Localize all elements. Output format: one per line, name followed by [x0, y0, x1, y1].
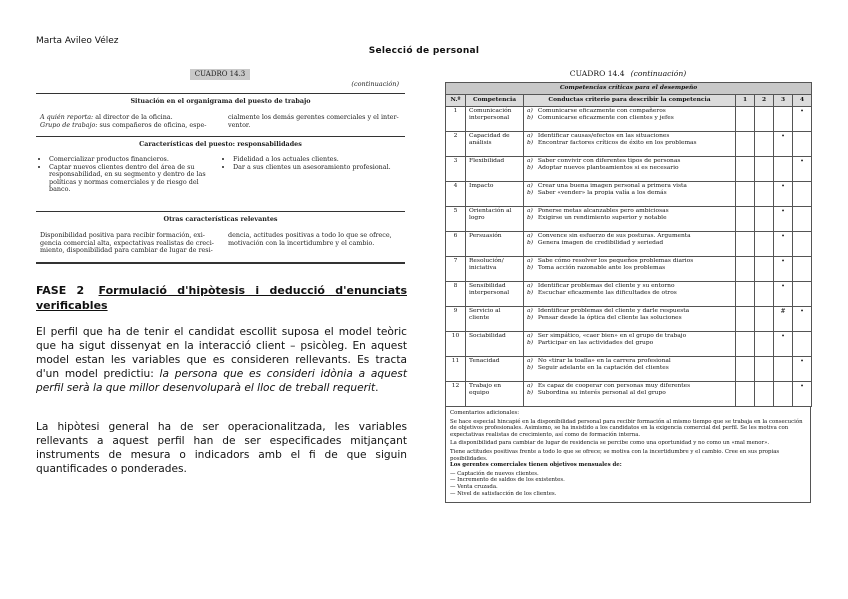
notes-paragraph: Se hace especial hincapié en la disponibilidad personal para recibir formación al mismo tiempo que se trabaja en la consecución de objetivos profesionales. Asimismo, se ha insistido a los candidatos en la exigencia comercial del perfil. Se les motiva con expectativas realistas de crecimiento, así como de formación interna. [450, 418, 803, 438]
mark-4 [793, 132, 812, 157]
conducta-b-text: Comunicarse eficazmente con clientes y jefes [537, 115, 674, 121]
mark-4: • [793, 357, 812, 382]
mark-2 [755, 332, 774, 357]
row-conductas [524, 232, 736, 257]
row-conductas [524, 257, 736, 282]
conducta-letter: b) [527, 240, 534, 246]
section-responsabilidades-right [224, 156, 404, 171]
cuadro-14-4-label: CUADRO 14.4 [569, 69, 625, 78]
competencia-row [446, 107, 812, 132]
document-title: Selecció de personal [368, 46, 480, 56]
competencia-row [446, 232, 812, 257]
cuadro-14-3-image [36, 66, 405, 266]
competencia-row [446, 332, 812, 357]
row-number: 11 [446, 357, 466, 382]
otras-left-line: miento, disponibilidad para cambiar de lugar de resi- [40, 246, 213, 255]
row-number: 10 [446, 332, 466, 357]
mark-3 [774, 157, 793, 182]
conducta-letter: b) [527, 115, 534, 121]
conducta-b-text: Encontrar factores críticos de éxito en los problemas [537, 140, 697, 146]
row-competencia: Flexibilidad [466, 157, 524, 182]
conducta-letter: a) [527, 208, 533, 214]
notes-list [450, 471, 806, 497]
competencias-band: Competencias críticas para el desempeño [446, 83, 812, 95]
conducta-letter: b) [527, 265, 534, 271]
notes-item: — Captación de nuevos clientes. [450, 471, 806, 478]
mark-4 [793, 257, 812, 282]
comentarios-adicionales [445, 407, 811, 503]
cuadro-14-3-label: CUADRO 14.3 [190, 69, 250, 80]
row-competencia: Sensibilidad interpersonal [466, 282, 524, 307]
responsabilidad-item: • Captar nuevos clientes dentro del área de su responsabilidad, en su segmento y dentro de las políticas y normas comerciales y de riesgo del banco. [49, 164, 220, 194]
fase-title: Formulació d'hipòtesis i deducció d'enunciats verificables [36, 284, 407, 312]
author-name: Marta Avileo Vélez [36, 36, 119, 46]
conducta-a-text: Sabe cómo resolver los pequeños problemas diarios [537, 258, 694, 264]
row-conductas [524, 382, 736, 407]
row-number: 3 [446, 157, 466, 182]
mark-3: • [774, 257, 793, 282]
conducta-a-text: Es capaz de cooperar con personas muy diferentes [537, 383, 691, 389]
divider [36, 136, 405, 137]
conducta-letter: b) [527, 215, 534, 221]
notes-paragraph: La disponibilidad para cambiar de lugar de residencia se percibe como una oportunidad y no como un «mal menor». [450, 440, 770, 447]
grupo-label: Grupo de trabajo: [40, 120, 98, 129]
conducta-letter: b) [527, 290, 534, 296]
competencias-body [446, 107, 812, 407]
reporta-label: A quién reporta: [40, 113, 94, 121]
organigrama-right-line: ventor. [228, 120, 251, 129]
row-competencia: Resolución/ iniciativa [466, 257, 524, 282]
notes-item: — Incremento de saldos de los existentes. [450, 477, 806, 484]
row-competencia: Comunicación interpersonal [466, 107, 524, 132]
mark-2 [755, 257, 774, 282]
grupo-text: sus compañeros de oficina, espe- [97, 120, 207, 129]
otras-right-line: motivación con la incertidumbre y el cambio. [228, 238, 375, 247]
mark-3: • [774, 132, 793, 157]
conducta-a [527, 208, 732, 215]
mark-2 [755, 382, 774, 407]
organigrama-right-line: cialmente los demás gerentes comerciales y el inter- [228, 113, 399, 121]
responsabilidad-item: • Comercializar productos financieros. [49, 156, 220, 164]
paragraph-model-end: . [375, 382, 379, 394]
conducta-b [527, 340, 732, 347]
conducta-b [527, 140, 732, 147]
row-conductas [524, 357, 736, 382]
otras-left-line: Disponibilidad positiva para recibir formación, exi- [40, 231, 205, 239]
mark-1 [736, 157, 755, 182]
grupo-line [40, 122, 226, 130]
cuadro-14-3-header [36, 66, 405, 94]
row-number: 1 [446, 107, 466, 132]
mark-4 [793, 332, 812, 357]
row-competencia: Orientación al logro [466, 207, 524, 232]
notes-heading: Comentarios adicionales: [450, 410, 520, 416]
competencia-row [446, 207, 812, 232]
section-otras-heading: Otras características relevantes [163, 215, 278, 223]
competencia-row [446, 282, 812, 307]
mark-4: • [793, 107, 812, 132]
mark-1 [736, 357, 755, 382]
conducta-a [527, 258, 732, 265]
col-header-2: 2 [755, 95, 774, 107]
col-header-conductas: Conductas criterio para describir la competencia [524, 95, 736, 107]
conducta-letter: b) [527, 190, 534, 196]
conducta-letter: a) [527, 183, 533, 189]
section-responsabilidades-heading: Características del puesto: responsabilidades [139, 140, 302, 148]
conducta-a-text: No «tirar la toalla» en la carrera profesional [537, 358, 671, 364]
row-number: 12 [446, 382, 466, 407]
mark-2 [755, 307, 774, 332]
conducta-b [527, 115, 732, 122]
mark-3: • [774, 332, 793, 357]
conducta-letter: b) [527, 165, 534, 171]
mark-1 [736, 332, 755, 357]
conducta-b-text: Seguir adelante en la captación del clientes [537, 365, 669, 371]
conducta-letter: b) [527, 365, 534, 371]
conducta-b-text: Adoptar nuevos planteamientos si es necesario [537, 165, 679, 171]
mark-3: • [774, 182, 793, 207]
col-header-competencia: Competencia [466, 95, 524, 107]
row-number: 5 [446, 207, 466, 232]
notes-paragraph: Tiene actitudes positivas frente a todo lo que se ofrece; se motiva con la incertidumbre y el cambio. Cree en sus propias posibilidades. [450, 448, 780, 462]
col-header-4: 4 [793, 95, 812, 107]
mark-3 [774, 107, 793, 132]
conducta-b-text: Participar en las actividades del grupo [537, 340, 654, 346]
conducta-letter: a) [527, 383, 533, 389]
mark-3: • [774, 232, 793, 257]
row-number: 8 [446, 282, 466, 307]
competencia-row [446, 257, 812, 282]
conducta-a [527, 158, 732, 165]
conducta-letter: a) [527, 258, 533, 264]
mark-4 [793, 182, 812, 207]
mark-2 [755, 132, 774, 157]
mark-3 [774, 382, 793, 407]
row-competencia: Persuasión [466, 232, 524, 257]
section-organigrama-left [40, 114, 226, 129]
mark-1 [736, 382, 755, 407]
competencia-row [446, 382, 812, 407]
conducta-b [527, 215, 732, 222]
cuadro-14-4-image [445, 66, 811, 503]
section-otras-left [40, 232, 226, 255]
mark-3: • [774, 282, 793, 307]
responsabilidad-item: • Fidelidad a los actuales clientes. [233, 156, 404, 164]
fase-label: FASE 2 [36, 284, 85, 297]
row-competencia: Trabajo en equipo [466, 382, 524, 407]
paragraph-model-italic: la persona que es consideri idònia a aquest perfil serà la que millor desenvoluparà el lloc de treball requerit [36, 368, 407, 394]
conducta-b [527, 240, 732, 247]
cuadro-14-3-continuation: (continuación) [351, 80, 399, 88]
conducta-letter: b) [527, 390, 534, 396]
competencia-row [446, 182, 812, 207]
mark-1 [736, 132, 755, 157]
conducta-a [527, 133, 732, 140]
row-competencia: Capacidad de análisis [466, 132, 524, 157]
row-number: 7 [446, 257, 466, 282]
conducta-letter: a) [527, 233, 533, 239]
mark-2 [755, 357, 774, 382]
notes-paragraph: Los gerentes comerciales tienen objetivos mensuales de: [450, 462, 622, 469]
col-header-1: 1 [736, 95, 755, 107]
paragraph-model-text: El perfil que ha de tenir el candidat escollit suposa el model teòric que ha sigut dissenyat en la interacció client – psicòleg. En aquest model estan les variables que es consideren rellevants. Es tracta d'un model predictiu: [36, 326, 407, 380]
conducta-a [527, 333, 732, 340]
competencias-table [445, 82, 812, 407]
paragraph-hipotesi: La hipòtesi general ha de ser operacionalitzada, les variables rellevants a aquest perfil han de ser especificades mitjançant instruments de mesura o indicadors amb el fi de que siguin quantificades o ponderades. [36, 421, 407, 475]
mark-3: • [774, 207, 793, 232]
conducta-letter: a) [527, 108, 533, 114]
conducta-b [527, 290, 732, 297]
conducta-b [527, 265, 732, 272]
notes-item: — Nivel de satisfacción de los clientes. [450, 491, 806, 498]
cuadro-14-4-title [445, 66, 811, 82]
row-number: 4 [446, 182, 466, 207]
conducta-letter: a) [527, 283, 533, 289]
row-competencia: Sociabilidad [466, 332, 524, 357]
conducta-a [527, 358, 732, 365]
mark-3: # [774, 307, 793, 332]
conducta-a-text: Identificar problemas del cliente y su entorno [537, 283, 675, 289]
responsabilidad-item: • Dar a sus clientes un asesoramiento profesional. [233, 164, 404, 172]
fase-2-heading [36, 283, 407, 313]
row-number: 9 [446, 307, 466, 332]
conducta-b [527, 390, 732, 397]
col-header-num: N.º [446, 95, 466, 107]
row-conductas [524, 182, 736, 207]
conducta-b-text: Genera imagen de credibilidad y seriedad [537, 240, 664, 246]
mark-4 [793, 207, 812, 232]
otras-right-line: dencia, actitudes positivas a todo lo que se ofrece, [228, 231, 392, 239]
competencia-row [446, 157, 812, 182]
col-header-3: 3 [774, 95, 793, 107]
row-competencia: Impacto [466, 182, 524, 207]
conducta-letter: a) [527, 133, 533, 139]
conducta-b [527, 365, 732, 372]
table-bottom-rule [36, 262, 405, 264]
mark-1 [736, 207, 755, 232]
section-organigrama-heading: Situación en el organigrama del puesto de trabajo [130, 97, 311, 105]
mark-4 [793, 232, 812, 257]
mark-3 [774, 357, 793, 382]
reporta-text: al director de la oficina. [93, 113, 173, 121]
conducta-b-text: Exigirse un rendimiento superior y notable [537, 215, 667, 221]
mark-1 [736, 232, 755, 257]
conducta-a-text: Ponerse metas alcanzables pero ambiciosas [537, 208, 669, 214]
section-organigrama-right [228, 114, 403, 129]
mark-1 [736, 307, 755, 332]
conducta-letter: b) [527, 140, 534, 146]
conducta-b-text: Subordina su interés personal al del grupo [537, 390, 666, 396]
mark-2 [755, 232, 774, 257]
mark-2 [755, 182, 774, 207]
mark-4: • [793, 307, 812, 332]
conducta-letter: a) [527, 158, 533, 164]
competencia-row [446, 132, 812, 157]
conducta-b [527, 165, 732, 172]
conducta-b [527, 315, 732, 322]
competencia-row [446, 357, 812, 382]
mark-1 [736, 282, 755, 307]
conducta-b-text: Pensar desde la óptica del cliente las soluciones [537, 315, 682, 321]
conducta-a [527, 183, 732, 190]
mark-2 [755, 157, 774, 182]
conducta-b [527, 190, 732, 197]
mark-2 [755, 207, 774, 232]
competencia-row [446, 307, 812, 332]
row-conductas [524, 332, 736, 357]
mark-2 [755, 282, 774, 307]
mark-4: • [793, 382, 812, 407]
section-responsabilidades-left [40, 156, 220, 194]
section-otras-right [228, 232, 404, 247]
conducta-a [527, 283, 732, 290]
divider [36, 211, 405, 212]
notes-item: — Venta cruzada. [450, 484, 806, 491]
row-competencia: Tenacidad [466, 357, 524, 382]
conducta-a [527, 383, 732, 390]
row-conductas [524, 157, 736, 182]
conducta-a [527, 233, 732, 240]
conducta-b-text: Toma acción razonable ante los problemas [537, 265, 666, 271]
row-number: 6 [446, 232, 466, 257]
mark-4: • [793, 157, 812, 182]
conducta-a-text: Saber convivir con diferentes tipos de personas [537, 158, 681, 164]
conducta-a-text: Comunicarse eficazmente con compañeros [537, 108, 666, 114]
row-conductas [524, 107, 736, 132]
mark-1 [736, 257, 755, 282]
row-conductas [524, 307, 736, 332]
conducta-a-text: Convence sin esfuerzo de sus posturas. Argumenta [537, 233, 691, 239]
conducta-letter: a) [527, 358, 533, 364]
conducta-letter: a) [527, 308, 533, 314]
row-conductas [524, 282, 736, 307]
paragraph-model [36, 325, 407, 395]
conducta-a [527, 308, 732, 315]
row-competencia: Servicio al cliente [466, 307, 524, 332]
otras-left-line: gencia comercial alta, expectativas realistas de creci- [40, 238, 214, 247]
conducta-a-text: Ser simpático, «caer bien» en el grupo de trabajo [537, 333, 687, 339]
conducta-a-text: Crear una buena imagen personal a primera vista [537, 183, 687, 189]
row-conductas [524, 132, 736, 157]
row-conductas [524, 207, 736, 232]
conducta-a [527, 108, 732, 115]
conducta-letter: a) [527, 333, 533, 339]
mark-1 [736, 107, 755, 132]
conducta-letter: b) [527, 340, 534, 346]
conducta-b-text: Escuchar eficazmente las dificultades de otros [537, 290, 677, 296]
row-number: 2 [446, 132, 466, 157]
conducta-a-text: Identificar problemas del cliente y darle respuesta [537, 308, 690, 314]
mark-2 [755, 107, 774, 132]
mark-1 [736, 182, 755, 207]
conducta-b-text: Saber «vender» la propia valía a los demás [537, 190, 667, 196]
conducta-a-text: Identificar causas/efectos en las situaciones [537, 133, 670, 139]
conducta-letter: b) [527, 315, 534, 321]
cuadro-14-4-continuation: (continuación) [630, 69, 687, 78]
mark-4 [793, 282, 812, 307]
